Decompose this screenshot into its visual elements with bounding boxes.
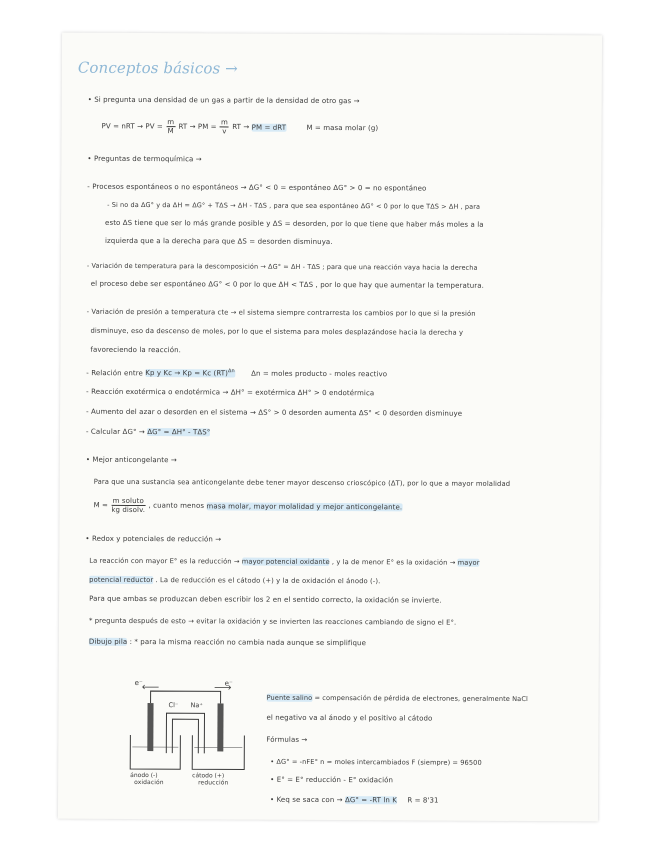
highlighted-formula: ΔG° = ΔH° - TΔS° (147, 428, 211, 437)
cathode-electrode (217, 703, 223, 751)
electron-label: e⁻ (224, 679, 233, 688)
note-line: izquierda que a la derecha para que ΔS = desorden disminuya. (104, 236, 333, 247)
line-text: Δn = moles producto - moles reactivo (251, 369, 388, 379)
line-text: : * para la misma reacción no cambia nada aunque se simplifique (129, 637, 367, 648)
fraction-den: kg disolv. (111, 505, 146, 515)
salt-bridge (166, 713, 204, 753)
fraction-den: v (222, 127, 227, 136)
external-wire (151, 691, 221, 703)
note-line: - Aumento del azar o desorden en el sistema → ΔS° > 0 desorden aumenta ΔS° < 0 desorden disminuye (86, 407, 463, 418)
note-line: el negativo va al ánodo y el positivo al cátodo (266, 713, 433, 723)
line-text: M = (93, 501, 109, 510)
section-heading: • Redox y potenciales de reducción → (85, 534, 222, 544)
fraction-num: m soluto (112, 496, 144, 506)
delta-g-line (86, 428, 210, 437)
fraction-den: M (167, 127, 174, 136)
sodium-label: Na⁺ (190, 701, 203, 710)
line-text: - Calcular ΔG° → (85, 427, 145, 437)
pila-line (89, 638, 366, 647)
line-text: = compensación de pérdida de electrones, generalmente NaCl (314, 693, 528, 704)
note-line: Para que una sustancia sea anticongelante debe tener mayor descenso crioscópico (ΔT), por lo que a mayor molalidad (93, 477, 511, 488)
note-line: - Reacción exotérmica o endotérmica → ΔH° = exotérmica ΔH° > 0 endotérmica (86, 387, 375, 398)
molality-line (94, 497, 403, 516)
exponent: Δn (227, 368, 235, 375)
highlighted-text: Dibujo pila (88, 637, 128, 646)
anode-sublabel: oxidación (134, 778, 164, 787)
electron-label: e⁻ (134, 678, 143, 688)
cathode-label: cátodo (+) (192, 772, 225, 780)
note-line: favoreciendo la reacción. (90, 345, 181, 355)
highlighted-formula (145, 369, 235, 377)
note-line: - Procesos espontáneos o no espontáneos → ΔG° < 0 = espontáneo ΔG° > 0 = no espontáneo (87, 182, 427, 193)
note-line: Para que ambas se produzcan deben escribir los 2 en el sentido correcto, la oxidación se invierte. (89, 594, 442, 605)
line-text: La reacción con mayor E° es la reducción → (89, 556, 240, 566)
formula-text: PV = nRT → PV = (101, 122, 163, 131)
formula-text: RT → PM = (178, 122, 217, 131)
note-line: - Variación de presión a temperatura cte → el sistema siempre contrarresta los cambios por lo que si la presión (86, 307, 476, 318)
highlighted-formula: PM = dRT (251, 123, 287, 132)
formula-note: M = masa molar (g) (306, 123, 379, 132)
page-title: Conceptos básicos → (77, 58, 238, 78)
line-text: , y la de menor E° es la oxidación → (331, 558, 456, 567)
highlighted-text: potencial reductor (89, 575, 154, 585)
chloride-label: Cl⁻ (168, 701, 179, 710)
note-line: - Si no da ΔG° y da ΔH = ΔG° + TΔS → ΔH - TΔS , para que sea espontáneo ΔG° < 0 por lo que TΔS > ΔH , para (107, 200, 481, 211)
fraction (111, 497, 145, 514)
highlighted-text: mayor (457, 558, 480, 567)
anode-electrode (147, 703, 153, 751)
section-heading: • Mejor anticongelante → (85, 455, 177, 465)
line-text: , cuanto menos (148, 501, 205, 510)
formula-line: • ΔG° = -nFE° n = moles intercambiados F (siempre) = 96500 (270, 757, 482, 767)
galvanic-cell-diagram (128, 673, 249, 787)
formula-text: RT → (232, 122, 250, 132)
kp-kc-line (86, 368, 387, 379)
highlighted-text: Puente salino (266, 693, 313, 702)
line-text: - Relación entre (86, 369, 144, 378)
highlighted-text: masa molar, mayor molalidad y mejor anticongelante. (206, 501, 403, 511)
keq-line (270, 796, 439, 805)
line-text: • Keq se saca con → (270, 795, 343, 805)
note-line: * pregunta después de esto → evitar la oxidación y se invierten las reacciones cambiando de signo el E°. (88, 616, 457, 627)
fraction-num: m (220, 118, 228, 127)
salt-bridge-note (267, 694, 528, 703)
formulas-heading: Fórmulas → (266, 735, 308, 744)
cathode-sublabel: reducción (198, 779, 229, 787)
left-arrow-icon (143, 685, 159, 689)
gas-formula-line (102, 118, 379, 136)
note-line: esto ΔS tiene que ser lo más grande posible y ΔS = desorden, por lo que tiene que haber más moles a la (105, 218, 484, 229)
fraction-num: m (167, 118, 175, 127)
note-line: • Si pregunta una densidad de un gas a partir de la densidad de otro gas → (87, 95, 360, 106)
highlighted-formula: ΔG° = -RT ln K (344, 796, 398, 805)
kp-formula: Kp y Kc → Kp = Kc (RT) (145, 369, 229, 378)
highlighted-text: mayor potencial oxidante (241, 557, 330, 567)
notebook-page (58, 33, 602, 822)
fraction (220, 118, 229, 135)
line-text: R = 8'31 (407, 796, 439, 805)
line-text: . La de reducción es el cátodo (+) y la de oxidación el ánodo (-). (155, 576, 381, 586)
redox-line (89, 557, 479, 567)
formula-line: • E° = E° reducción - E° oxidación (270, 775, 394, 785)
note-line: el proceso debe ser espontáneo ΔG° < 0 por lo que ΔH < TΔS , por lo que hay que aumentar la temperatura. (90, 279, 484, 290)
fraction (166, 118, 175, 135)
section-heading: • Preguntas de termoquímica → (87, 154, 202, 164)
redox-line (89, 576, 380, 586)
note-line: disminuye, eso da descenso de moles, por lo que el sistema para moles desplazándose hacia la derecha y (90, 326, 464, 337)
cell-drawing (128, 673, 249, 787)
anode-label: ánodo (-) (130, 771, 158, 780)
note-line: - Variación de temperatura para la descomposición → ΔG° = ΔH - TΔS ; para que una reacción vaya hacia la derecha (86, 261, 478, 272)
